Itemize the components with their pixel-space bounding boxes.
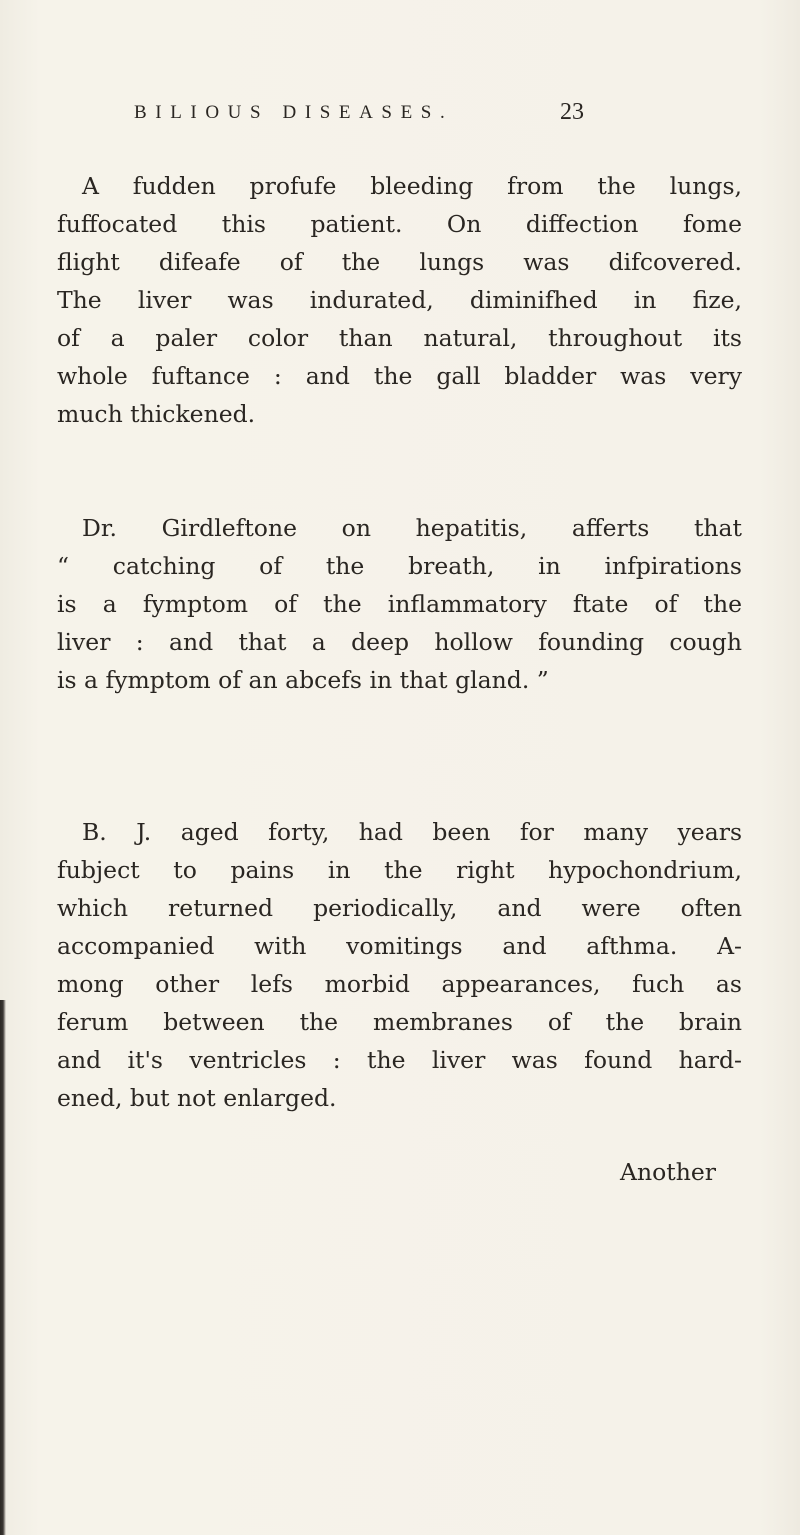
text-line: which returned periodically, and were often [57,894,742,922]
paragraph-text [57,509,742,699]
catchword: Another [620,1158,716,1186]
paragraph-text [57,813,742,1117]
text-line: of a paler color than natural, throughout its [57,324,742,352]
text-line: is a fymptom of the inflammatory ftate of the [57,590,742,618]
text-line: is a fymptom of an abcefs in that gland. ” [57,666,549,694]
paragraph-3 [57,813,742,1117]
text-line: much thickened. [57,400,256,428]
text-line: liver : and that a deep hollow founding cough [57,628,742,656]
text-line: accompanied with vomitings and afthma. A- [57,932,742,960]
page-edge-shadow [0,1000,6,1535]
text-line: A fudden profufe bleeding from the lungs, [82,172,742,200]
running-header [0,99,800,136]
paragraph-text [57,167,742,433]
text-line: ferum between the membranes of the brain [57,1008,742,1036]
text-line: mong other lefs morbid appearances, fuch as [57,970,742,998]
text-line: flight difeafe of the lungs was difcovered. [57,248,742,276]
text-line: ened, but not enlarged. [57,1084,337,1112]
text-line: whole fuftance : and the gall bladder was very [57,362,742,390]
paragraph-2 [57,509,742,699]
text-line: fubject to pains in the right hypochondrium, [57,856,742,884]
text-line: B. J. aged forty, had been for many years [82,818,742,846]
text-line: and it's ventricles : the liver was found hard- [57,1046,742,1074]
running-title: BILIOUS DISEASES. [134,102,454,123]
text-line: “ catching of the breath, in infpirations [57,552,742,580]
text-line: fuffocated this patient. On diffection fome [57,210,742,238]
page-number: 23 [560,99,584,125]
text-line: The liver was indurated, diminifhed in fize, [57,286,742,314]
paragraph-1 [57,167,742,433]
text-line: Dr. Girdleftone on hepatitis, afferts that [82,514,742,542]
